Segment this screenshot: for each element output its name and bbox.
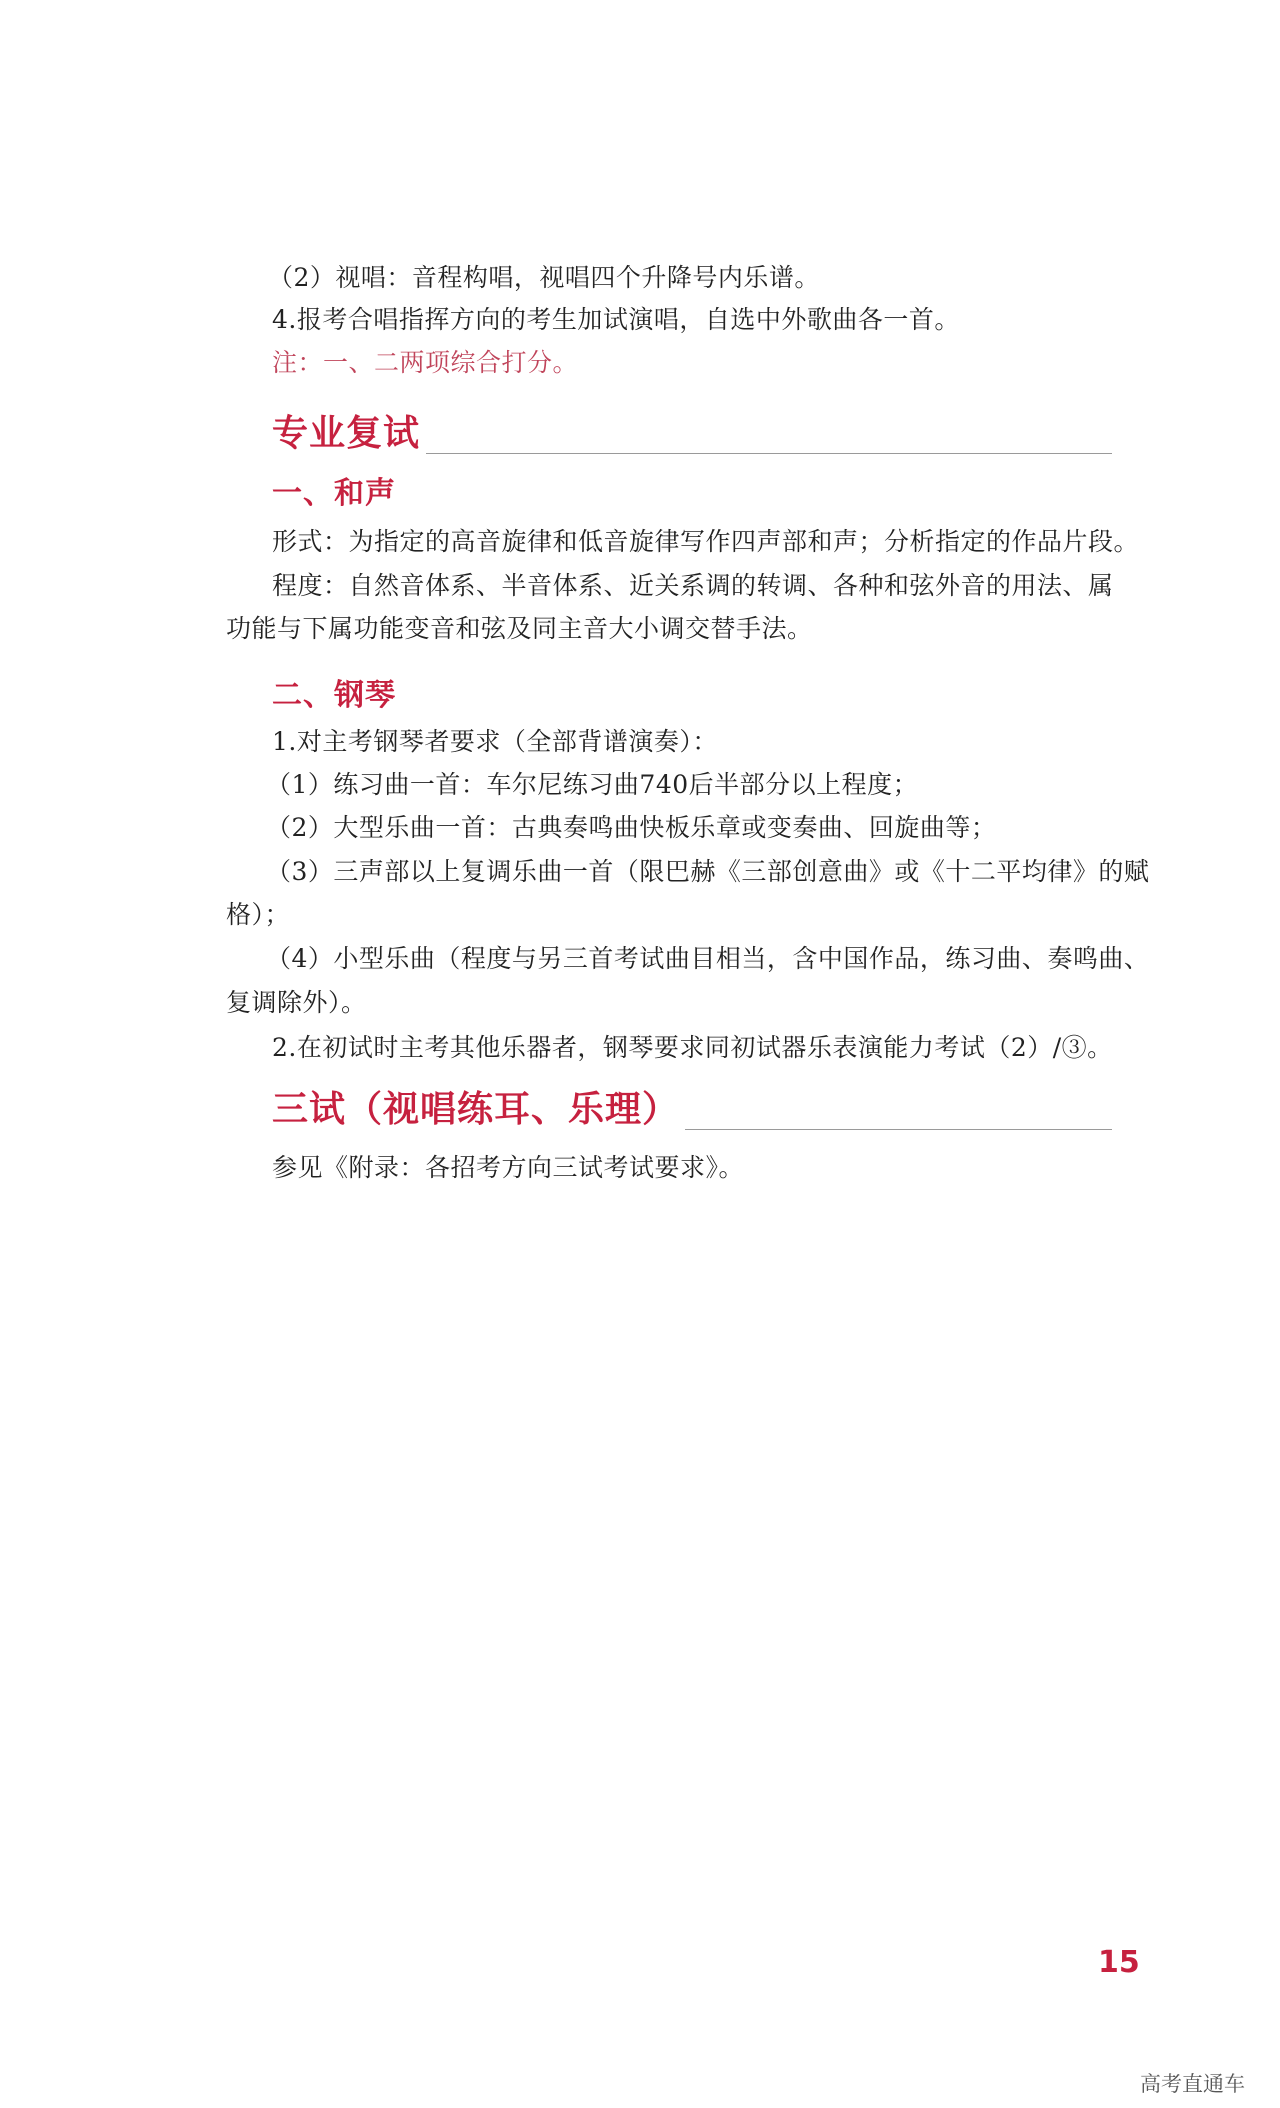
subheading-harmony: 一、和声 [272, 476, 396, 511]
subheading-piano: 二、钢琴 [272, 678, 396, 713]
section-heading-third-exam [272, 1082, 1112, 1134]
section-heading-retest [272, 406, 1112, 458]
paragraph-harmony-level: 程度：自然音体系、半音体系、近关系调的转调、各种和弦外音的用法、属 [272, 571, 1114, 600]
list-item-piano-large-work: （2）大型乐曲一首：古典奏鸣曲快板乐章或变奏曲、回旋曲等； [266, 813, 997, 842]
heading-rule [685, 1129, 1112, 1130]
paragraph-sight-singing: （2）视唱：音程构唱，视唱四个升降号内乐谱。 [268, 263, 820, 292]
heading-rule [426, 453, 1112, 454]
list-item-piano-polyphony-cont: 格）； [226, 900, 291, 929]
list-item-piano-small-work: （4）小型乐曲（程度与另三首考试曲目相当，含中国作品，练习曲、奏鸣曲、 [266, 944, 1150, 973]
list-item-piano-small-work-cont: 复调除外）。 [226, 988, 367, 1017]
paragraph-harmony-level-cont: 功能与下属功能变音和弦及同主音大小调交替手法。 [226, 614, 813, 643]
paragraph-piano-requirement: 1.对主考钢琴者要求（全部背谱演奏）： [272, 727, 718, 756]
list-item-piano-polyphony: （3）三声部以上复调乐曲一首（限巴赫《三部创意曲》或《十二平均律》的赋 [266, 857, 1150, 886]
section-title: 专业复试 [272, 413, 421, 454]
list-item-piano-etude: （1）练习曲一首：车尔尼练习曲740后半部分以上程度； [266, 770, 919, 799]
paragraph-piano-other-instruments: 2.在初试时主考其他乐器者，钢琴要求同初试器乐表演能力考试（2）/③。 [272, 1033, 1113, 1062]
paragraph-third-exam-reference: 参见《附录：各招考方向三试考试要求》。 [272, 1153, 745, 1182]
page-number: 15 [1098, 1945, 1140, 1980]
section-title: 三试（视唱练耳、乐理） [272, 1089, 680, 1130]
watermark: 高考直通车 [1140, 2072, 1245, 2096]
paragraph-harmony-form: 形式：为指定的高音旋律和低音旋律写作四声部和声；分析指定的作品片段。 [272, 527, 1140, 556]
scoring-note: 注：一、二两项综合打分。 [272, 348, 579, 377]
paragraph-choral-conducting: 4.报考合唱指挥方向的考生加试演唱，自选中外歌曲各一首。 [272, 305, 960, 334]
